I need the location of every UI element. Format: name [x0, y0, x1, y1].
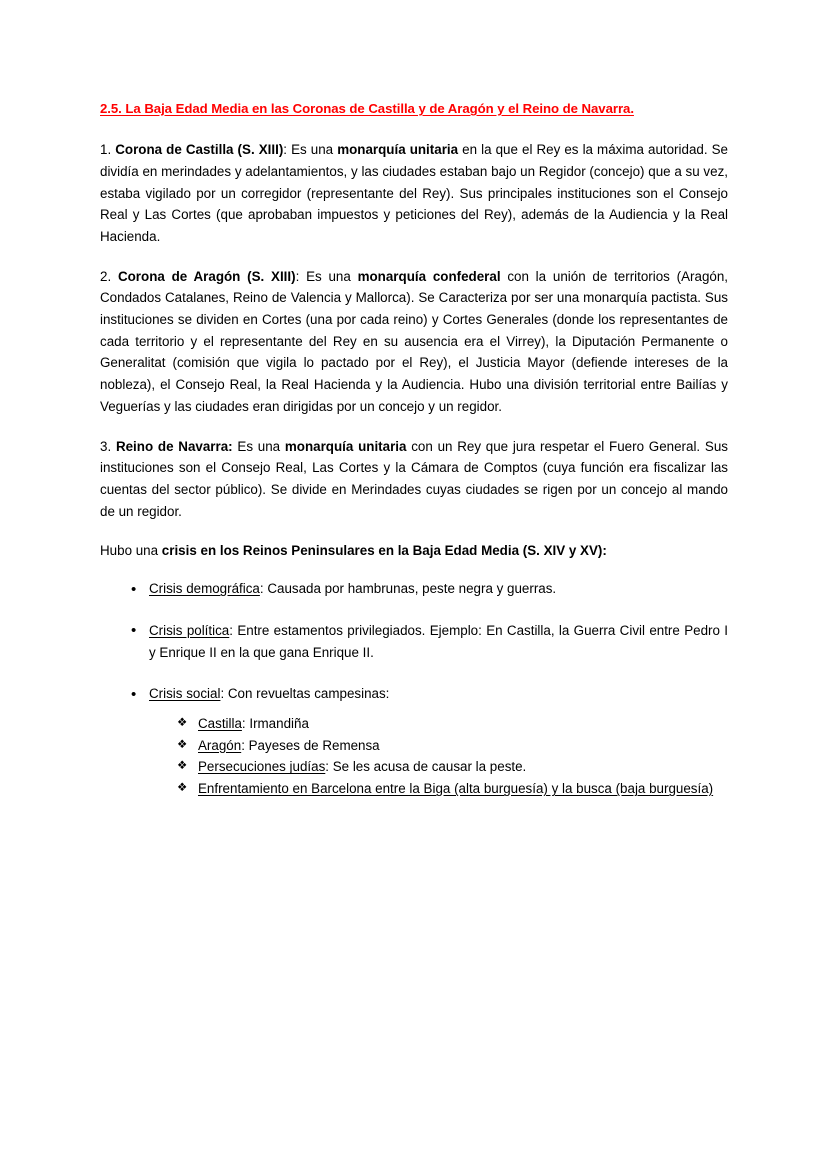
paragraph-body: con un Rey que jura respetar el Fuero General. Sus instituciones son el Consejo Real, Las Cortes y la Cámara de Comptos (cuya función era fiscalizar las cuentas del sector público). Se divide en Merindades cuyas ciudades se rigen por un concejo al mando de un regidor.	[100, 438, 728, 519]
page-title: 2.5. La Baja Edad Media en las Coronas de Castilla y de Aragón y el Reino de Navarra.	[100, 101, 634, 116]
paragraph-emphasis: monarquía unitaria	[284, 438, 407, 454]
paragraph-after-heading: Es una	[232, 438, 285, 454]
sublist-item-term: Castilla	[198, 715, 242, 731]
list-item	[100, 578, 728, 600]
paragraph-number: 3.	[100, 438, 116, 454]
paragraph-heading: Corona de Aragón (S. XIII)	[117, 268, 296, 284]
list-item-term: Crisis política	[149, 622, 230, 638]
paragraph-after-heading: : Es una	[283, 142, 338, 158]
paragraph-number: 2.	[100, 268, 118, 284]
paragraph-body: en la que el Rey es la máxima autoridad. Se dividía en merindades y adelantamientos, y las ciudades estaban bajo un Regidor (concejo) que a su vez, estaba vigilado por un corregidor (representante del Rey). Sus principales instituciones son el Consejo Real y Las Cortes (que aprobaban impuestos y peticiones del Rey), además de la Audiencia y la Real Hacienda.	[100, 142, 728, 244]
sublist-item-text: : Irmandiña	[241, 715, 309, 731]
paragraph-body: con la unión de territorios (Aragón, Condados Catalanes, Reino de Valencia y Mallorca). Se Caracteriza por ser una monarquía pactista. Sus instituciones se dividen en Cortes (una por cada reino) y Cortes Generales (donde los representantes de cada territorio y el representante del Rey en su ausencia era el Virrey), la Diputación Permanente o Generalitat (comisión que vigila lo pactado por el Rey), el Justicia Mayor (defiende intereses de la nobleza), el Consejo Real, la Real Hacienda y la Audiencia. Hubo una división territorial entre Bailías y Veguerías y las ciudades eran dirigidas por un concejo y un regidor.	[100, 268, 729, 414]
paragraph-corona-aragon	[100, 266, 728, 418]
list-item-term: Crisis social	[149, 686, 221, 702]
paragraph-number: 1.	[100, 142, 116, 158]
crisis-intro-prefix: Hubo una	[100, 543, 162, 559]
crisis-social-sublist	[149, 714, 728, 800]
sublist-item	[149, 779, 728, 800]
crisis-intro-emphasis: crisis en los Reinos Peninsulares en la Baja Edad Media (S. XIV y XV):	[161, 543, 607, 559]
paragraph-emphasis: monarquía confederal	[357, 268, 501, 284]
crisis-list	[100, 578, 728, 800]
list-item	[100, 620, 728, 663]
sublist-item-term: Aragón	[198, 737, 242, 753]
crisis-intro-line	[100, 540, 728, 562]
sublist-item	[149, 714, 728, 735]
sublist-item	[149, 736, 728, 757]
paragraph-reino-navarra	[100, 436, 728, 523]
paragraph-heading: Reino de Navarra:	[115, 438, 233, 454]
list-item-term: Crisis demográfica	[149, 581, 260, 597]
sublist-item-text: : Se les acusa de causar la peste.	[325, 759, 527, 775]
sublist-item-term: Persecuciones judías	[198, 759, 326, 775]
sublist-item-term: Enfrentamiento en Barcelona entre la Biga (alta burguesía) y la busca (baja burguesía)	[198, 781, 714, 797]
document-content	[100, 99, 728, 820]
sublist-wrapper	[149, 714, 728, 800]
sublist-item	[149, 757, 728, 778]
paragraph-after-heading: : Es una	[295, 268, 358, 284]
paragraph-corona-castilla	[100, 139, 728, 248]
paragraph-emphasis: monarquía unitaria	[337, 142, 459, 158]
list-item-text: : Causada por hambrunas, peste negra y guerras.	[259, 581, 557, 597]
list-item-text: : Con revueltas campesinas:	[220, 686, 390, 702]
list-item-text: : Entre estamentos privilegiados. Ejemplo: En Castilla, la Guerra Civil entre Pedro I y Enrique II en la que gana Enrique II.	[149, 622, 728, 660]
paragraph-heading: Corona de Castilla (S. XIII)	[115, 142, 284, 158]
sublist-item-text: : Payeses de Remensa	[241, 737, 380, 753]
list-item	[100, 683, 728, 800]
